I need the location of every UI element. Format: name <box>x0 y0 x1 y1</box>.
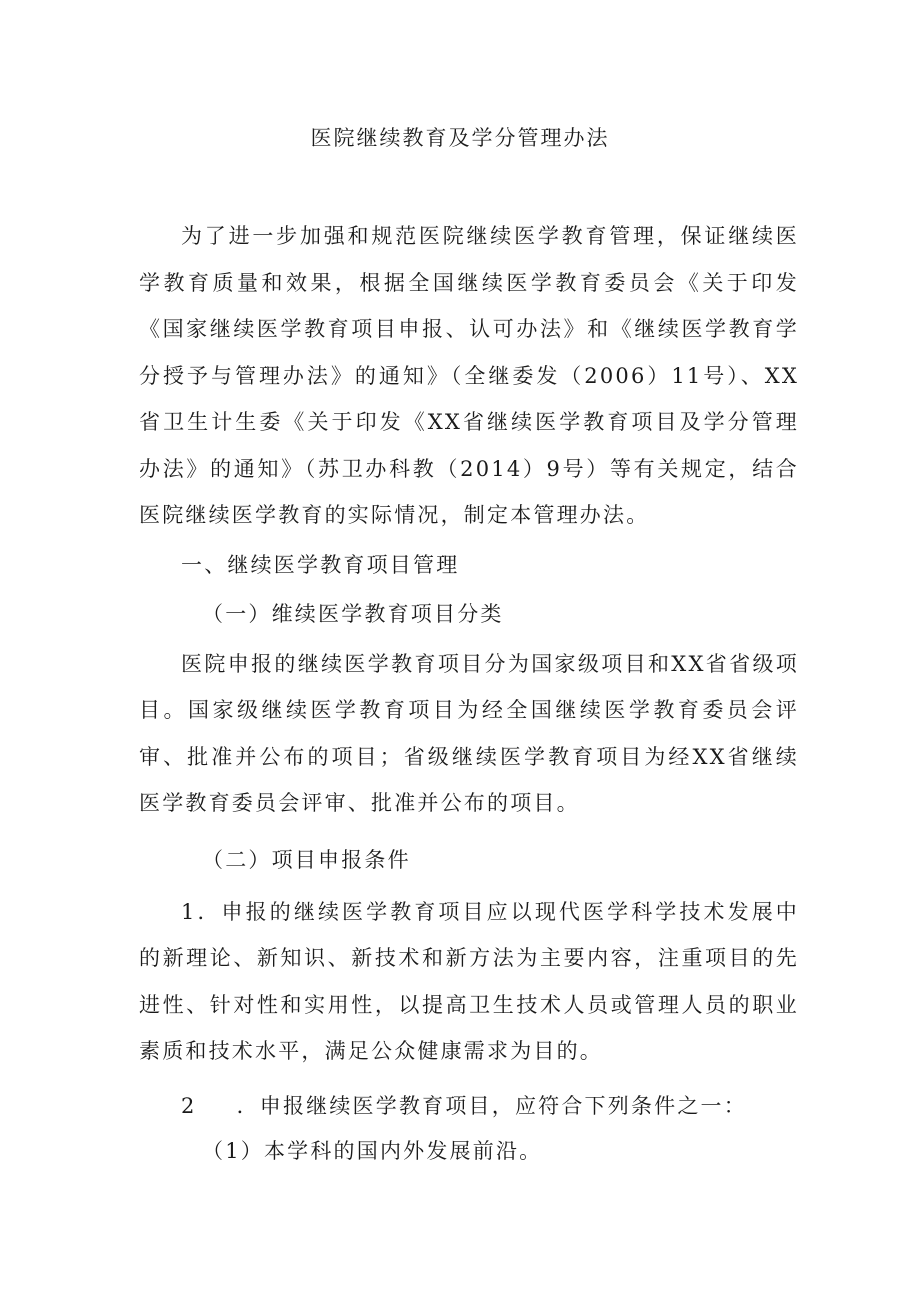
item-2-number: 2 <box>181 1093 197 1118</box>
item-1-paragraph: 1．申报的继续医学教育项目应以现代医学科学技术发展中的新理论、新知识、新技术和新方法为主要内容，注重项目的先进性、针对性和实用性，以提高卫生技术人员或管理人员的职业素质和技术水平，满足公众健康需求为目的。 <box>139 899 799 1063</box>
subsection-1-paragraph: 医院申报的继续医学教育项目分为国家级项目和XX省省级项目。国家级继续医学教育项目为经全国继续医学教育委员会评审、批准并公布的项目；省级继续医学教育项目为经XX省继续医学教育委员会评审、批准并公布的项目。 <box>139 651 799 815</box>
intro-paragraph: 为了进一步加强和规范医院继续医学教育管理，保证继续医学教育质量和效果，根据全国继续医学教育委员会《关于印发《国家继续医学教育项目申报、认可办法》和《继续医学教育学分授予与管理办法》的通知》（全继委发（2006）11号）、XX省卫生计生委《关于印发《XX省继续医学教育项目及学分管理办法》的通知》（苏卫办科教（2014）9号）等有关规定，结合医院继续医学教育的实际情况，制定本管理办法。 <box>139 224 799 527</box>
item-2-paragraph <box>139 1075 799 1130</box>
item-2-subitem-1: （1）本学科的国内外发展前沿。 <box>202 1139 543 1163</box>
item-2-text: ．申报继续医学教育项目，应符合下列条件之一： <box>236 1093 747 1118</box>
subsection-heading-1: （一）维续医学教育项目分类 <box>202 601 504 626</box>
section-heading-1: 一、继续医学教育项目管理 <box>181 552 460 577</box>
document-body <box>139 213 799 1173</box>
subsection-heading-2: （二）项目申报条件 <box>202 847 411 872</box>
document-title: 医院继续教育及学分管理办法 <box>310 126 610 150</box>
